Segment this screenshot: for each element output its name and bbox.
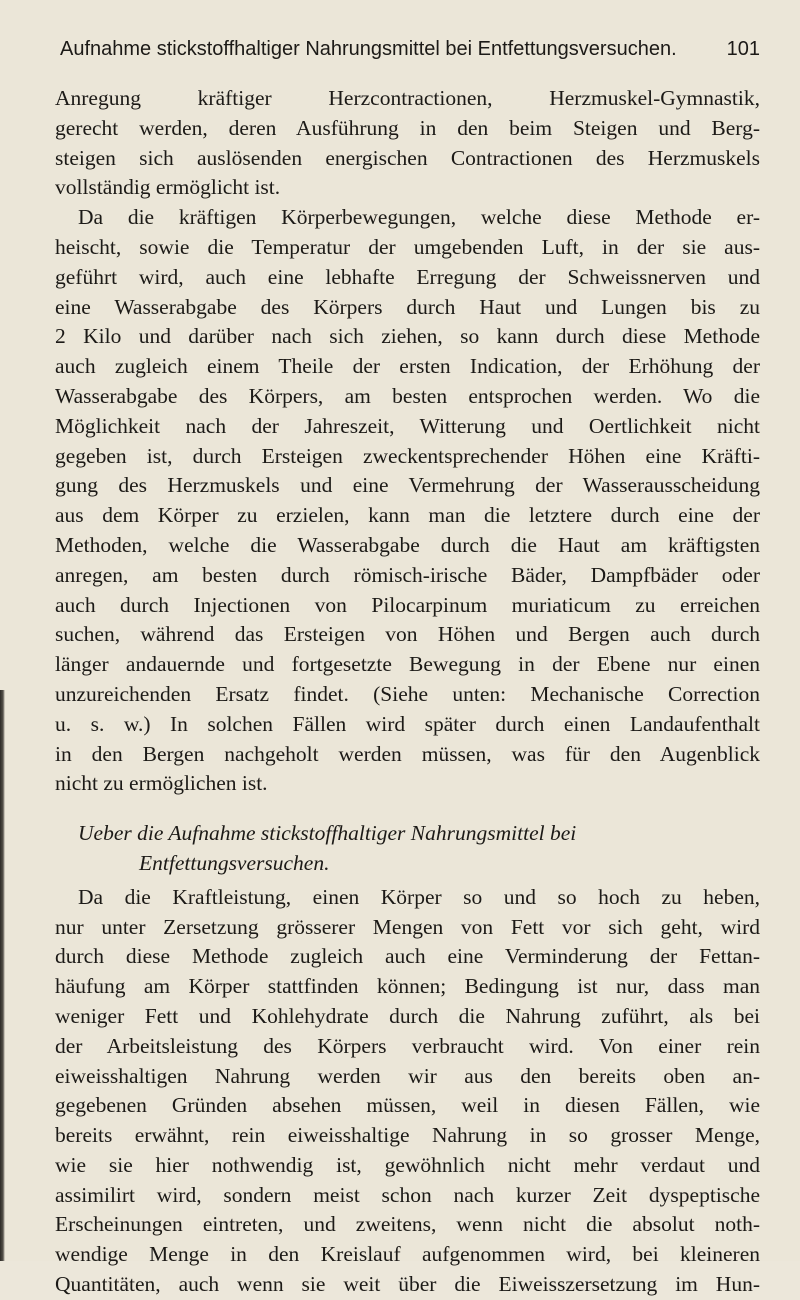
text-line: Wasserabgabe des Körpers, am besten entsprochen werden. Wo die — [55, 383, 760, 408]
text-line: in den Bergen nachgeholt werden müssen, was für den Augenblick — [55, 741, 760, 766]
section-heading-line: Ueber die Aufnahme stickstoffhaltiger Nahrungsmittel bei — [78, 821, 577, 846]
text-line: 2 Kilo und darüber nach sich ziehen, so kann durch diese Methode — [55, 324, 760, 349]
text-line: bereits erwähnt, rein eiweisshaltige Nahrung in so grosser Menge, — [55, 1123, 760, 1148]
text-line: geführt wird, auch eine lebhafte Erregung der Schweissnerven und — [55, 264, 760, 289]
text-line: gegeben ist, durch Ersteigen zweckentsprechender Höhen eine Kräfti- — [55, 443, 760, 468]
text-line: auch zugleich einem Theile der ersten Indication, der Erhöhung der — [55, 354, 760, 379]
running-header — [60, 38, 760, 68]
text-line: nicht zu ermöglichen ist. — [55, 771, 268, 796]
text-line: Da die Kraftleistung, einen Körper so und so hoch zu heben, — [78, 884, 760, 909]
text-line: Da die kräftigen Körperbewegungen, welche diese Methode er- — [78, 205, 760, 230]
text-line: durch diese Methode zugleich auch eine Verminderung der Fettan- — [55, 944, 760, 969]
text-line: weniger Fett und Kohlehydrate durch die Nahrung zuführt, als bei — [55, 1003, 760, 1028]
text-line: wendige Menge in den Kreislauf aufgenommen wird, bei kleineren — [55, 1242, 760, 1267]
text-line: Anregung kräftiger Herzcontractionen, Herzmuskel-Gymnastik, — [55, 86, 760, 110]
paragraph-3 — [55, 883, 760, 1300]
text-line: häufung am Körper stattfinden können; Bedingung ist nur, dass man — [55, 974, 760, 999]
text-line: Methoden, welche die Wasserabgabe durch die Haut am kräftigsten — [55, 532, 760, 557]
text-line: gegebenen Gründen absehen müssen, weil in diesen Fällen, wie — [55, 1093, 760, 1118]
paragraph-1 — [55, 84, 760, 203]
text-line: suchen, während das Ersteigen von Höhen und Bergen auch durch — [55, 622, 760, 647]
text-line: gung des Herzmuskels und eine Vermehrung der Wasserausscheidung — [55, 473, 760, 498]
text-line: steigen sich auslösenden energischen Contractionen des Herzmuskels — [55, 145, 760, 170]
page-binding-shadow — [0, 690, 5, 1261]
text-line: Quantitäten, auch wenn sie weit über die Eiweisszersetzung im Hun- — [55, 1272, 760, 1297]
text-line: vollständig ermöglicht ist. — [55, 175, 281, 200]
text-line: anregen, am besten durch römisch-irische Bäder, Dampfbäder oder — [55, 562, 760, 587]
text-line: Erscheinungen eintreten, und zweitens, wenn nicht die absolut noth- — [55, 1212, 760, 1237]
text-line: gerecht werden, deren Ausführung in den beim Steigen und Berg- — [55, 115, 760, 140]
text-line: aus dem Körper zu erzielen, kann man die letztere durch eine der — [55, 503, 760, 528]
page-number: 101 — [726, 38, 760, 60]
text-line: länger andauernde und fortgesetzte Bewegung in der Ebene nur einen — [55, 652, 760, 677]
running-title: Aufnahme stickstoffhaltiger Nahrungsmittel bei Entfettungsversuchen. — [60, 38, 677, 60]
body-text — [55, 84, 760, 1300]
text-line: auch durch Injectionen von Pilocarpinum muriaticum zu erreichen — [55, 592, 760, 617]
section-heading — [55, 819, 760, 879]
paragraph-2 — [55, 203, 760, 799]
text-line: assimilirt wird, sondern meist schon nach kurzer Zeit dyspeptische — [55, 1182, 760, 1207]
section-heading-line: Entfettungsversuchen. — [139, 850, 330, 875]
text-line: eine Wasserabgabe des Körpers durch Haut und Lungen bis zu — [55, 294, 760, 319]
text-line: u. s. w.) In solchen Fällen wird später durch einen Landaufenthalt — [55, 711, 760, 736]
text-line: nur unter Zersetzung grösserer Mengen von Fett vor sich geht, wird — [55, 914, 760, 939]
text-line: Möglichkeit nach der Jahreszeit, Witterung und Oertlichkeit nicht — [55, 413, 760, 438]
text-line: heischt, sowie die Temperatur der umgebenden Luft, in der sie aus- — [55, 234, 760, 259]
text-line: wie sie hier nothwendig ist, gewöhnlich nicht mehr verdaut und — [55, 1152, 760, 1177]
text-line: unzureichenden Ersatz findet. (Siehe unten: Mechanische Correction — [55, 681, 760, 706]
text-line: der Arbeitsleistung des Körpers verbraucht wird. Von einer rein — [55, 1033, 760, 1058]
text-line: eiweisshaltigen Nahrung werden wir aus den bereits oben an- — [55, 1063, 760, 1088]
